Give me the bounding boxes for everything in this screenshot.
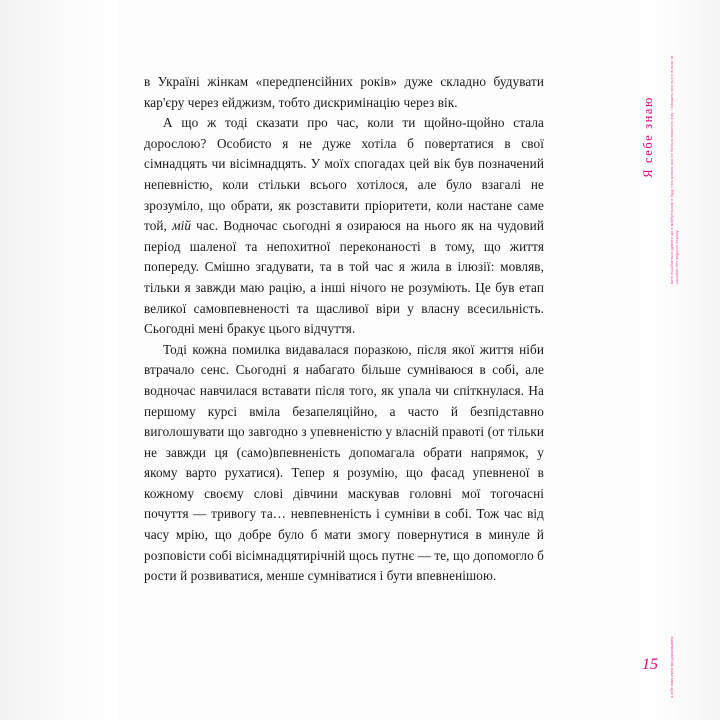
running-head: Я себе знаю — [641, 96, 655, 178]
paragraph-2-emphasis: мій — [172, 218, 192, 234]
page-gutter-shadow-left — [0, 0, 118, 720]
body-text-column — [144, 72, 544, 587]
paragraph-3: Тоді кожна помилка видавалася поразкою, після якої життя ніби втрачало сенс. Сьогодні я набагато більше сумніваюся в собі, але водночас навчилася вставати після того, як упала чи спіткнулася. На першому курсі вміла безапеляційно, а часто й безпідставно виголошувати що завгодно з упевненістю у власній правоті (от тільки не завжди ця (само)впевненість допомагала обрати напрямок, у якому варто рухатися). Тепер я розумію, що фасад упевненої в кожному своєму слові дівчини маскував головні мої тогочасні почуття — тривогу та… невпевненість і сумніви в собі. Тож час від часу мрію, що добре було б мати змогу повернутися в минуле й розповісти собі вісімнадцятирічній щось путнє — те, що допомогло б рости й розвиватися, менше сумніватися і бути впевненішою. — [144, 341, 544, 584]
paragraph-2-part-1: А що ж тоді сказати про час, коли ти щойно-щойно стала дорослою? Особисто я не дуже хотіла б повертатися в свої сімнадцять чи вісімнадцять. У моїх спогадах цей вік був позначений непевністю, коли стільки всього хотілося, але було взагалі не зрозуміло, що обрати, як розставити пріоритети, коли настане саме той, — [144, 115, 544, 234]
paragraph-2 — [144, 113, 544, 340]
paragraph-1: в Україні жінкам «передпенсійних років» дуже складно будувати кар'єру через ейджизм, тобто дискримінацію через вік. — [144, 74, 544, 110]
margin-microtext-top: мені подобається думати що в майбутньому я буду тією жінкою яка не боїться власного віку і говорить про нього вільно та спокійно без жодного сорому — [670, 55, 680, 284]
margin-microtext-bottom: я себе знаю книга про дорослішання — [670, 636, 674, 698]
page-number: 15 — [642, 656, 658, 673]
paragraph-2-part-3: час. Водночас сьогодні я озираюся на нього як на чудовий період шаленої та непохитної переконаності в тому, що життя попереду. Смішно згадувати, та в той час я жила в ілюзії: мовляв, тільки я завжди маю рацію, а інші нічого не розуміють. Це був етап великої самовпевненості та щасливої віри у власну всесильність. Сьогодні мені бракує цього відчуття. — [144, 218, 544, 337]
